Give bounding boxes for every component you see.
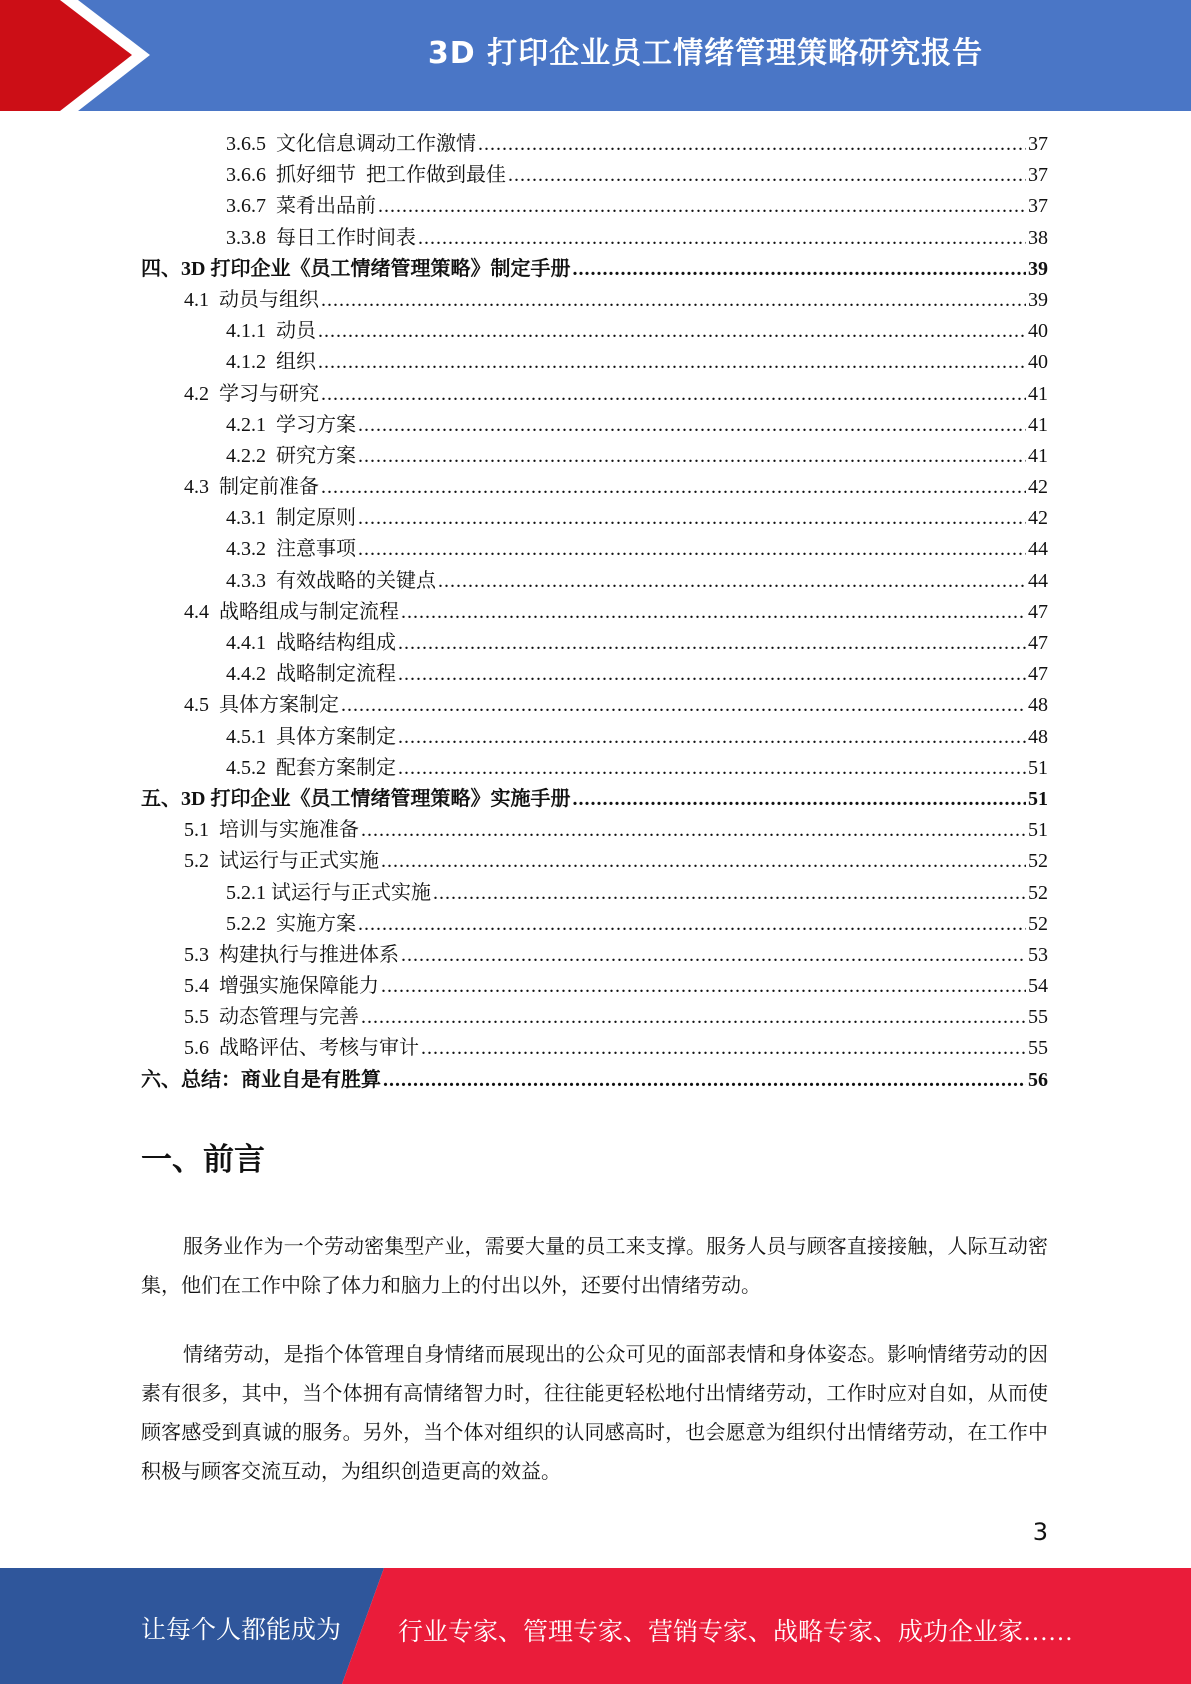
toc-dot-leader (381, 846, 1026, 877)
toc-entry-label: 5.3 构建执行与推进体系 (184, 943, 399, 966)
toc-dot-leader (378, 191, 1026, 222)
toc-entry-label: 4.3.2 注意事项 (226, 538, 356, 561)
document-title: 3D 打印企业员工情绪管理策略研究报告 (427, 36, 984, 71)
toc-entry[interactable] (141, 1033, 1048, 1064)
toc-entry-label: 3.6.6 抓好细节 把工作做到最佳 (226, 164, 506, 187)
toc-entry-page: 38 (1028, 226, 1048, 249)
toc-entry-page: 39 (1028, 288, 1048, 311)
toc-entry[interactable] (141, 129, 1048, 160)
toc-entry-page: 55 (1028, 1037, 1048, 1060)
toc-entry-page: 37 (1028, 164, 1048, 187)
toc-entry[interactable] (141, 379, 1048, 410)
paragraph-1: 服务业作为一个劳动密集型产业，需要大量的员工来支撑。服务人员与顾客直接接触，人际互动密集，他们在工作中除了体力和脑力上的付出以外，还要付出情绪劳动。 (141, 1236, 1048, 1297)
toc-dot-leader (398, 628, 1026, 659)
toc-entry[interactable] (141, 503, 1048, 534)
toc-entry[interactable] (141, 316, 1048, 347)
toc-dot-leader (401, 940, 1026, 971)
toc-dot-leader (358, 503, 1026, 534)
toc-dot-leader (358, 441, 1026, 472)
toc-entry[interactable] (141, 160, 1048, 191)
toc-entry[interactable] (141, 940, 1048, 971)
toc-dot-leader (418, 223, 1026, 254)
toc-entry-label: 5.4 增强实施保障能力 (184, 975, 379, 998)
toc-entry-label: 5.5 动态管理与完善 (184, 1006, 359, 1029)
toc-entry[interactable] (141, 472, 1048, 503)
toc-entry-label: 五、3D 打印企业《员工情绪管理策略》实施手册 (141, 787, 571, 810)
toc-dot-leader (421, 1033, 1026, 1064)
toc-entry-page: 41 (1028, 382, 1048, 405)
toc-entry[interactable] (141, 690, 1048, 721)
toc-entry-label: 4.2.2 研究方案 (226, 444, 356, 467)
toc-entry-page: 53 (1028, 943, 1048, 966)
toc-dot-leader (358, 534, 1026, 565)
toc-entry[interactable] (141, 441, 1048, 472)
toc-entry-page: 52 (1028, 850, 1048, 873)
toc-entry-label: 5.2 试运行与正式实施 (184, 850, 379, 873)
toc-entry[interactable] (141, 534, 1048, 565)
table-of-contents (141, 129, 1048, 1096)
toc-entry[interactable] (141, 815, 1048, 846)
toc-entry-page: 51 (1028, 787, 1048, 810)
toc-entry-page: 52 (1028, 912, 1048, 935)
toc-entry-page: 37 (1028, 195, 1048, 218)
toc-dot-leader (318, 316, 1026, 347)
toc-entry[interactable] (141, 1065, 1048, 1096)
page-number: 3 (1032, 1518, 1048, 1546)
toc-entry-page: 42 (1028, 507, 1048, 530)
toc-entry-label: 3.6.5 文化信息调动工作激情 (226, 133, 476, 155)
toc-entry[interactable] (141, 878, 1048, 909)
toc-entry-label: 4.5.1 具体方案制定 (226, 725, 396, 748)
page-header (0, 0, 1191, 111)
toc-entry-label: 3.6.7 菜肴出品前 (226, 195, 376, 218)
toc-entry-page: 48 (1028, 694, 1048, 717)
toc-entry-page: 44 (1028, 569, 1048, 592)
toc-entry-page: 48 (1028, 725, 1048, 748)
toc-entry-page: 47 (1028, 663, 1048, 686)
footer-slogan-left: 让每个人都能成为 (141, 1617, 342, 1644)
toc-dot-leader (361, 1002, 1026, 1033)
toc-entry-page: 39 (1028, 257, 1048, 280)
footer-slogan-right: 行业专家、管理专家、营销专家、战略专家、成功企业家…… (398, 1619, 1074, 1646)
toc-entry-label: 5.6 战略评估、考核与审计 (184, 1037, 419, 1060)
toc-entry-page: 41 (1028, 413, 1048, 436)
toc-dot-leader (321, 472, 1026, 503)
toc-entry-page: 52 (1028, 881, 1048, 904)
toc-entry-label: 4.3.3 有效战略的关键点 (226, 569, 436, 592)
toc-dot-leader (383, 1065, 1026, 1096)
toc-entry-page: 55 (1028, 1006, 1048, 1029)
toc-entry-page: 51 (1028, 819, 1048, 842)
toc-entry[interactable] (141, 347, 1048, 378)
toc-entry[interactable] (141, 659, 1048, 690)
toc-entry[interactable] (141, 971, 1048, 1002)
toc-entry-label: 4.2.1 学习方案 (226, 413, 356, 436)
toc-dot-leader (478, 129, 1026, 160)
toc-entry-page: 47 (1028, 632, 1048, 654)
toc-dot-leader (318, 347, 1026, 378)
toc-entry-label: 3.3.8 每日工作时间表 (226, 226, 416, 249)
toc-entry-page: 54 (1028, 975, 1048, 998)
toc-dot-leader (572, 784, 1026, 815)
toc-entry-page: 47 (1028, 600, 1048, 623)
toc-entry-label: 4.1.1 动员 (226, 320, 316, 343)
toc-entry-label: 六、总结：商业自是有胜算 (141, 1068, 381, 1091)
toc-entry-page: 41 (1028, 444, 1048, 467)
toc-entry-label: 4.1 动员与组织 (184, 288, 319, 311)
toc-entry[interactable] (141, 628, 1048, 659)
toc-dot-leader (398, 659, 1026, 690)
toc-dot-leader (341, 690, 1026, 721)
toc-entry-label: 4.5 具体方案制定 (184, 694, 339, 717)
header-arrow-decoration (0, 0, 160, 111)
toc-dot-leader (321, 285, 1026, 316)
toc-entry[interactable] (141, 909, 1048, 940)
toc-entry[interactable] (141, 254, 1048, 285)
toc-dot-leader (358, 410, 1026, 441)
toc-entry-label: 4.2 学习与研究 (184, 382, 319, 405)
toc-entry[interactable] (141, 1002, 1048, 1033)
toc-entry-label: 4.4 战略组成与制定流程 (184, 600, 399, 623)
toc-entry-label: 4.5.2 配套方案制定 (226, 756, 396, 779)
toc-entry-page: 40 (1028, 320, 1048, 343)
toc-dot-leader (401, 597, 1026, 628)
toc-entry[interactable] (141, 191, 1048, 222)
toc-entry-label: 5.2.2 实施方案 (226, 912, 356, 935)
toc-entry[interactable] (141, 223, 1048, 254)
toc-dot-leader (398, 753, 1026, 784)
toc-entry[interactable] (141, 285, 1048, 316)
toc-entry-label: 4.4.2 战略制定流程 (226, 663, 396, 686)
toc-dot-leader (398, 722, 1026, 753)
toc-entry-label: 四、3D 打印企业《员工情绪管理策略》制定手册 (141, 257, 571, 280)
toc-entry[interactable] (141, 784, 1048, 815)
toc-entry-label: 5.1 培训与实施准备 (184, 819, 359, 842)
toc-entry-page: 56 (1028, 1068, 1048, 1091)
toc-entry[interactable] (141, 410, 1048, 441)
toc-dot-leader (381, 971, 1026, 1002)
toc-entry-label: 4.1.2 组织 (226, 351, 316, 374)
toc-entry-label: 4.3 制定前准备 (184, 476, 319, 499)
toc-entry-page: 51 (1028, 756, 1048, 779)
toc-entry-page: 37 (1028, 133, 1048, 155)
toc-entry-page: 40 (1028, 351, 1048, 374)
toc-entry[interactable] (141, 722, 1048, 753)
toc-dot-leader (508, 160, 1026, 191)
toc-dot-leader (433, 878, 1026, 909)
toc-entry-label: 4.3.1 制定原则 (226, 507, 356, 530)
toc-entry-label: 5.2.1 试运行与正式实施 (226, 881, 431, 904)
toc-entry[interactable] (141, 597, 1048, 628)
toc-dot-leader (438, 566, 1026, 597)
toc-entry-page: 44 (1028, 538, 1048, 561)
section-title: 一、前言 (141, 1142, 265, 1178)
toc-dot-leader (572, 254, 1026, 285)
toc-entry-label: 4.4.1 战略结构组成 (226, 632, 396, 654)
toc-dot-leader (321, 379, 1026, 410)
toc-entry[interactable] (141, 566, 1048, 597)
toc-entry[interactable] (141, 846, 1048, 877)
toc-dot-leader (361, 815, 1026, 846)
toc-entry[interactable] (141, 753, 1048, 784)
toc-entry-page: 42 (1028, 476, 1048, 499)
toc-dot-leader (358, 909, 1026, 940)
paragraph-2: 情绪劳动，是指个体管理自身情绪而展现出的公众可见的面部表情和身体姿态。影响情绪劳动的因素有很多，其中，当个体拥有高情绪智力时，往往能更轻松地付出情绪劳动，工作时应对自如，从而使顾客感受到真诚的服务。另外，当个体对组织的认同感高时，也会愿意为组织付出情绪劳动，在工作中积极与顾客交流互动，为组织创造更高的效益。 (141, 1344, 1048, 1483)
page-footer (0, 1568, 1191, 1684)
